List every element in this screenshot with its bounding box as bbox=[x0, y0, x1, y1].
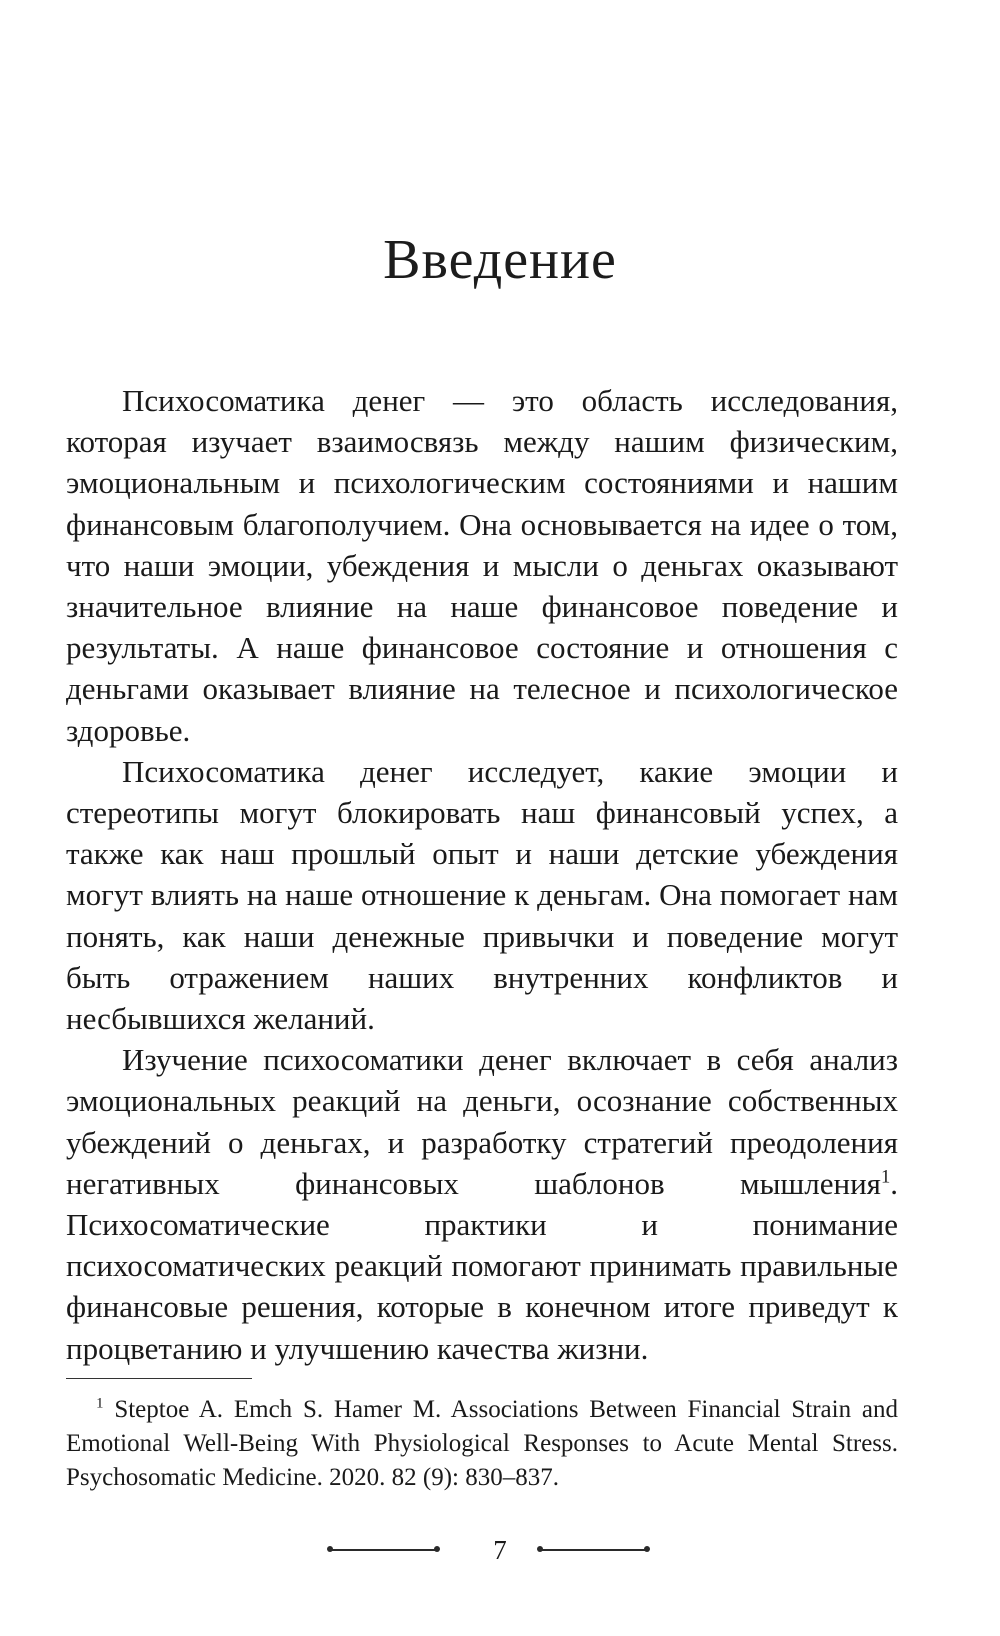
paragraph: Психосоматика денег исследует, какие эмоции и стереотипы могут блокировать наш финансовый успех, а также как наш прошлый опыт и наши детские убеждения могут влиять на наше отношение к деньгам. Она помогает нам понять, как наши денежные привычки и поведение могут быть отражением наших внутренних конфликтов и несбывшихся желаний. bbox=[66, 753, 898, 1037]
footnotes bbox=[66, 1393, 898, 1495]
paragraph: Психосоматика денег — это область исследования, которая изучает взаимосвязь между нашим физическим, эмоциональным и психологическим состояниями и нашим финансовым благополучием. Она основывается на идее о том, что наши эмоции, убеждения и мысли о деньгах оказывают значительное влияние на наше финансовое поведение и результаты. А наше финансовое состояние и отношения с деньгами оказывает влияние на телесное и психологическое здоровье. bbox=[66, 383, 898, 748]
ornament-line-right bbox=[540, 1549, 646, 1551]
body-text bbox=[66, 380, 898, 1369]
footnote bbox=[66, 1393, 898, 1495]
chapter-title: Введение bbox=[383, 229, 617, 291]
footnote-separator bbox=[66, 1378, 252, 1379]
paragraph bbox=[66, 1039, 898, 1369]
paragraph-text-before-ref: Изучение психосоматики денег включает в себя анализ эмоциональных реакций на деньги, осознание собственных убеждений о деньгах, и разработку стратегий преодоления негативных финансовых шаблонов мышления bbox=[66, 1042, 898, 1201]
footnote-marker: 1 bbox=[96, 1395, 104, 1412]
footnote-reference[interactable]: 1 bbox=[880, 1166, 891, 1188]
footnote-text: Steptoe A. Emch S. Hamer M. Associations Between Financial Strain and Emotional Well-Being With Physiological Responses to Acute Mental Stress. Psychosomatic Medicine. 2020. 82 (9): 830–837. bbox=[66, 1396, 898, 1491]
ornament-dot bbox=[644, 1546, 650, 1552]
page-number: 7 bbox=[493, 1535, 507, 1565]
paragraph-text-after-ref: . Психосоматические практики и понимание психосоматических реакций помогают принимать правильные финансовые решения, которые в конечном итоге приведут к процветанию и улучшению качества жизни. bbox=[66, 1165, 898, 1366]
page-footer bbox=[0, 1535, 1000, 1565]
